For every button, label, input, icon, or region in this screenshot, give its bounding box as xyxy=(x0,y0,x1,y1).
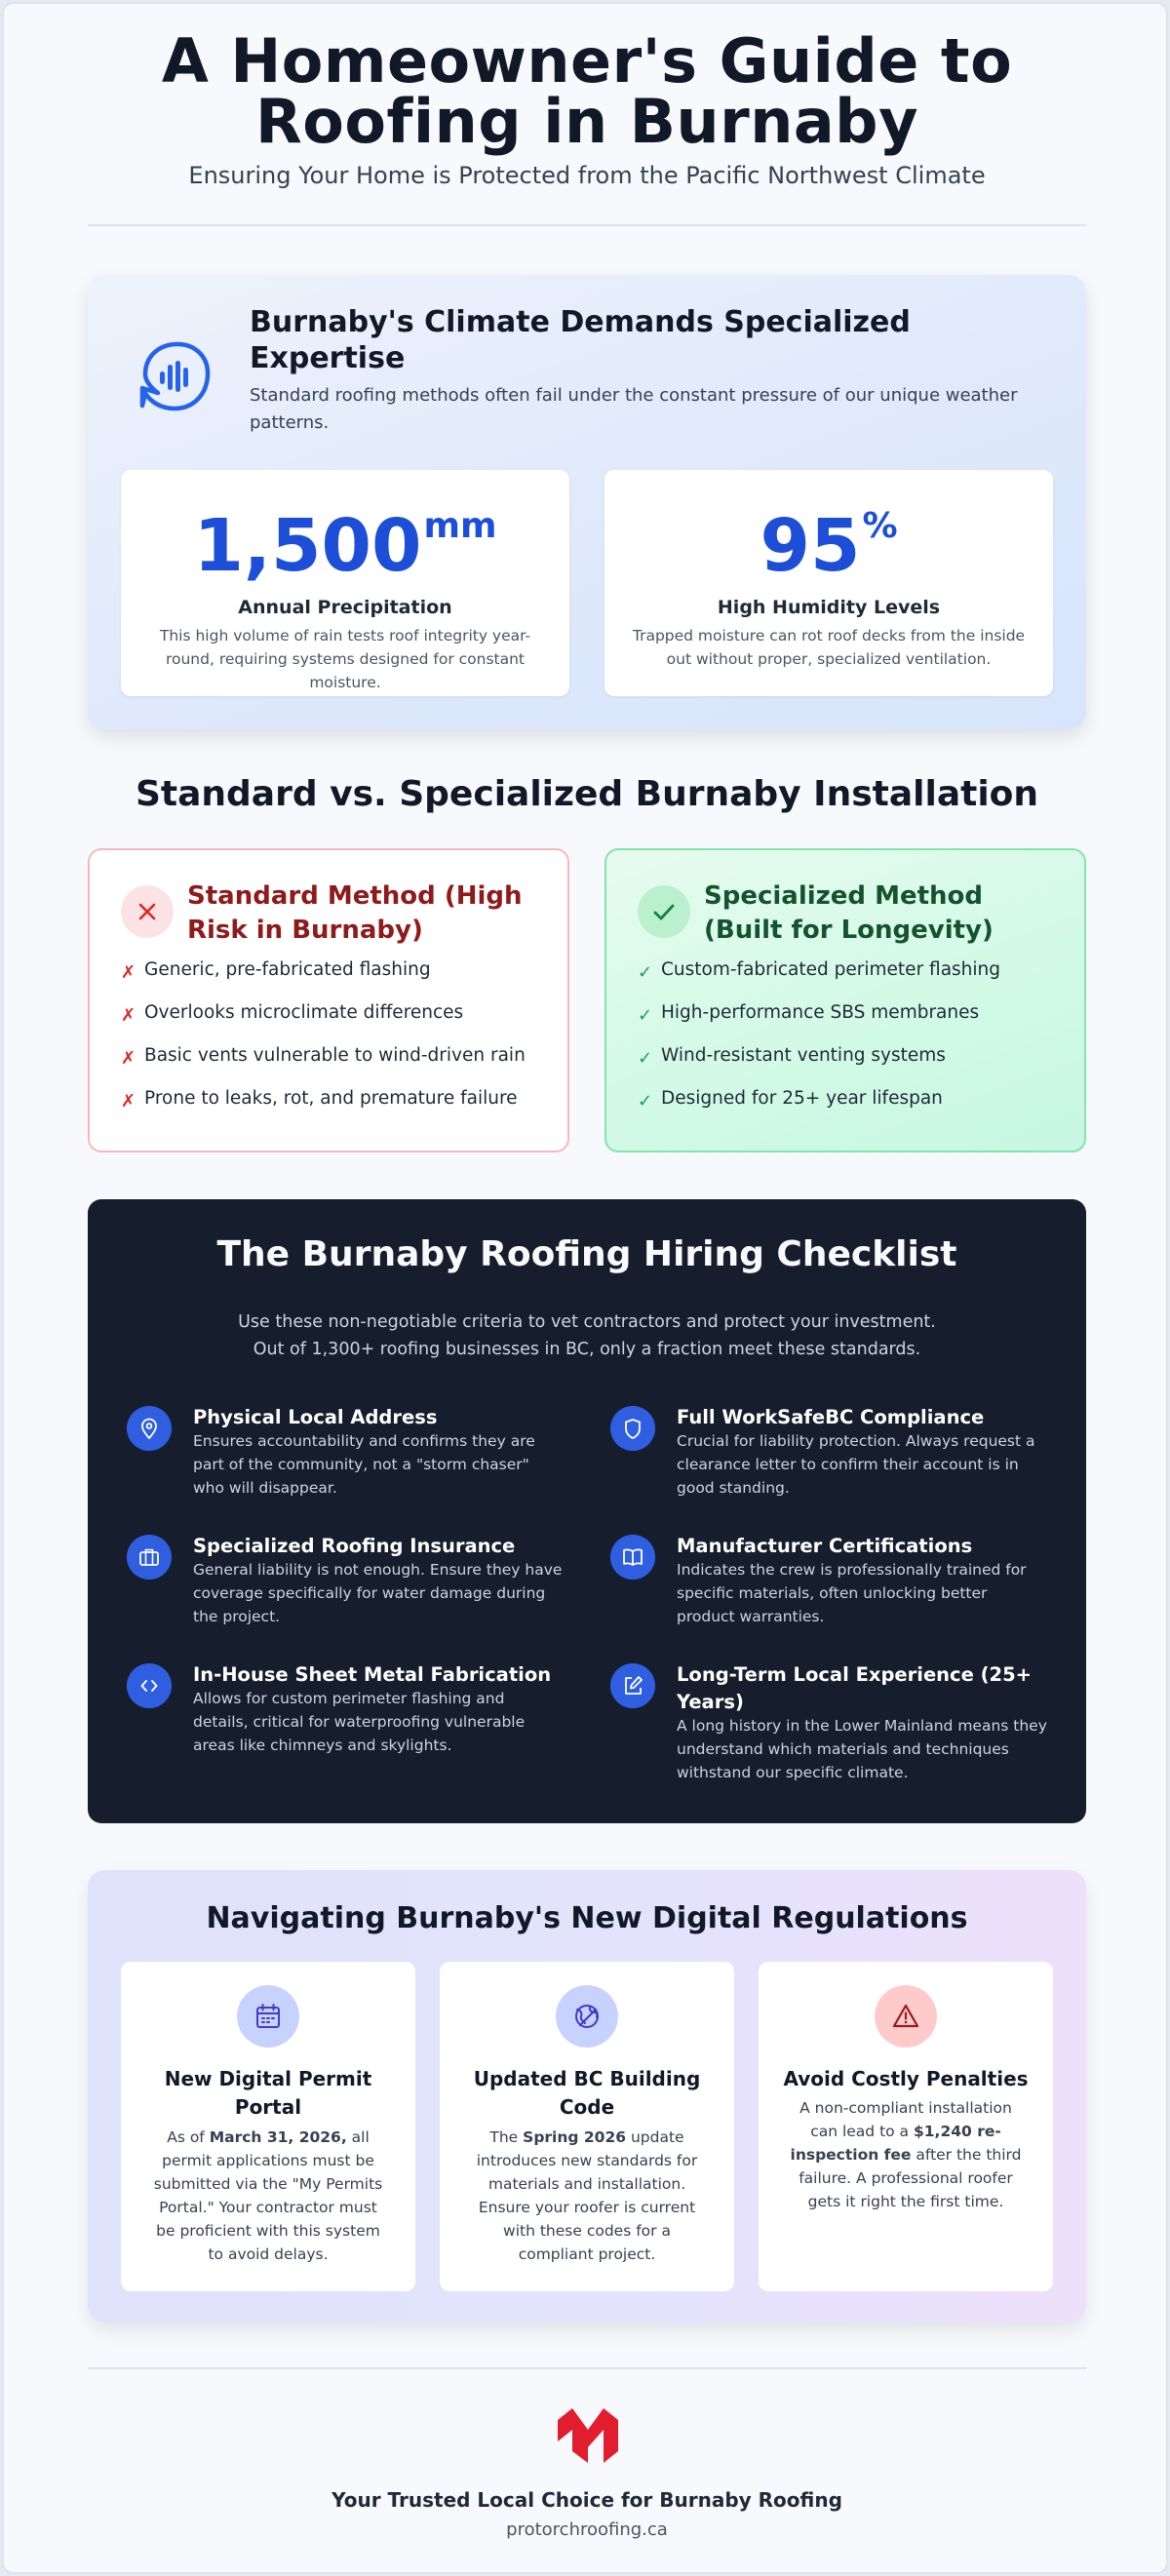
checklist-item-title: Manufacturer Certifications xyxy=(677,1535,973,1557)
checklist-item-description: A long history in the Lower Mainland means they understand which materials and techniques withstand our specific climate. xyxy=(677,1717,1047,1781)
checklist-item-title: Long-Term Local Experience (25+ Years) xyxy=(677,1663,1033,1713)
stat-value xyxy=(604,488,1053,588)
check-mark-icon: ✓ xyxy=(638,1048,653,1069)
climate-title: Burnaby's Climate Demands Specialized Expertise xyxy=(250,305,911,375)
stat-description: Trapped moisture can rot roof decks from the inside out without proper, specialized ventilation. xyxy=(632,627,1026,668)
list-item xyxy=(121,1088,550,1131)
footer-tagline: Your Trusted Local Choice for Burnaby Roofing xyxy=(332,2488,842,2512)
specialized-method-list xyxy=(638,959,1067,1131)
regulations-section xyxy=(88,1870,1086,2322)
description-text: The xyxy=(489,2128,524,2146)
checklist-intro-line-1: Use these non-negotiable criteria to vet contractors and protect your investment. xyxy=(238,1312,936,1332)
warning-icon xyxy=(875,1985,937,2048)
list-item-text: Generic, pre-fabricated flashing xyxy=(144,959,431,980)
description-highlight: $1,240 re-inspection fee xyxy=(790,2123,1001,2164)
regulation-card-title: Avoid Costly Penalties xyxy=(783,2067,1029,2090)
map-pin-icon xyxy=(127,1406,172,1451)
x-mark-icon: ✗ xyxy=(121,962,136,983)
list-item-text: Basic vents vulnerable to wind-driven rain xyxy=(144,1045,526,1066)
list-item xyxy=(121,1045,550,1088)
sound-wave-icon xyxy=(138,339,213,413)
stat-unit: mm xyxy=(423,506,497,546)
regulation-card-building-code xyxy=(440,1962,734,2291)
climate-section xyxy=(88,275,1086,729)
comparison-title: Standard vs. Specialized Burnaby Installation xyxy=(135,774,1039,814)
checklist-item-description: Ensures accountability and confirms they are part of the community, not a "storm chaser" who will disappear. xyxy=(193,1432,535,1497)
stat-label: High Humidity Levels xyxy=(717,597,941,618)
calendar-icon xyxy=(237,1985,299,2048)
company-logo xyxy=(556,2402,620,2467)
check-mark-icon: ✓ xyxy=(638,1005,653,1026)
list-item-text: Overlooks microclimate differences xyxy=(144,1002,464,1023)
checklist-item-description: Crucial for liability protection. Always request a clearance letter to confirm their account is in good standing. xyxy=(677,1432,1035,1497)
description-text: after the third failure. A professional roofer gets it right the first time. xyxy=(799,2146,1022,2210)
regulation-card-permit-portal xyxy=(121,1962,415,2291)
list-item-text: High-performance SBS membranes xyxy=(661,1002,980,1023)
stat-label: Annual Precipitation xyxy=(238,597,452,618)
footer-divider xyxy=(88,2367,1086,2369)
edit-icon xyxy=(610,1663,655,1708)
code-icon xyxy=(127,1663,172,1708)
list-item xyxy=(121,1002,550,1045)
checklist-item-description: General liability is not enough. Ensure they have coverage specifically for water damage during the project. xyxy=(193,1561,563,1625)
x-mark-icon: ✗ xyxy=(121,1005,136,1026)
stat-unit: % xyxy=(862,506,898,546)
climate-description: Standard roofing methods often fail under the constant pressure of our unique weather patterns. xyxy=(250,385,1018,433)
x-mark-icon: ✗ xyxy=(121,1091,136,1112)
regulation-card-description xyxy=(786,2096,1026,2213)
standard-method-list xyxy=(121,959,550,1131)
check-mark-icon: ✓ xyxy=(638,962,653,983)
page-title xyxy=(4,25,1170,157)
list-item xyxy=(638,1088,1067,1131)
regulation-card-description xyxy=(467,2126,707,2266)
checklist-item-title: Full WorkSafeBC Compliance xyxy=(677,1406,985,1428)
description-highlight: March 31, 2026, xyxy=(209,2128,347,2146)
regulation-card-title: Updated BC Building Code xyxy=(473,2067,701,2119)
description-text: A non-compliant installation can lead to a xyxy=(800,2099,1012,2140)
checklist-item-title: In-House Sheet Metal Fabrication xyxy=(193,1663,552,1686)
divider xyxy=(88,224,1086,226)
globe-icon xyxy=(556,1985,618,2048)
stat-value xyxy=(121,488,569,588)
x-icon xyxy=(121,885,174,938)
page-subtitle: Ensuring Your Home is Protected from the Pacific Northwest Climate xyxy=(188,162,986,189)
page-title-line-2: Roofing in Burnaby xyxy=(255,86,918,157)
list-item xyxy=(121,959,550,1002)
stat-number: 1,500 xyxy=(193,504,422,588)
hiring-checklist-section xyxy=(88,1199,1086,1823)
checklist-item-title: Physical Local Address xyxy=(193,1406,438,1428)
description-text: update introduces new standards for materials and installation. Ensure your roofer is current with these codes for a compliant project. xyxy=(476,2128,698,2263)
checklist-item-description: Allows for custom perimeter flashing and details, critical for waterproofing vulnerable areas like chimneys and skylights. xyxy=(193,1690,526,1754)
check-mark-icon: ✓ xyxy=(638,1091,653,1112)
specialized-method-card xyxy=(604,848,1086,1152)
checklist-item-description: Indicates the crew is professionally trained for specific materials, often unlocking better product warranties. xyxy=(677,1561,1027,1625)
stat-card-humidity xyxy=(604,470,1053,696)
regulation-card-penalties xyxy=(759,1962,1053,2291)
list-item-text: Wind-resistant venting systems xyxy=(661,1045,946,1066)
specialized-method-title: Specialized Method (Built for Longevity) xyxy=(704,881,994,945)
standard-method-card xyxy=(88,848,569,1152)
regulation-card-description xyxy=(148,2126,388,2266)
footer-website-link[interactable]: protorchroofing.ca xyxy=(506,2519,668,2540)
description-highlight: Spring 2026 xyxy=(523,2128,627,2146)
list-item xyxy=(638,1002,1067,1045)
book-icon xyxy=(610,1535,655,1580)
list-item-text: Custom-fabricated perimeter flashing xyxy=(661,959,1001,980)
briefcase-icon xyxy=(127,1535,172,1580)
page-header xyxy=(4,25,1170,189)
list-item-text: Prone to leaks, rot, and premature failure xyxy=(144,1088,518,1109)
checklist-intro-line-2: Out of 1,300+ roofing businesses in BC, only a fraction meet these standards. xyxy=(253,1340,921,1359)
checklist-title: The Burnaby Roofing Hiring Checklist xyxy=(216,1234,957,1274)
stat-description: This high volume of rain tests roof integrity year-round, requiring systems designed for constant moisture. xyxy=(159,627,531,691)
list-item xyxy=(638,959,1067,1002)
description-text: all permit applications must be submitted via the "My Permits Portal." Your contractor must be proficient with this system to avoid delays. xyxy=(153,2128,383,2263)
checklist-item-title: Specialized Roofing Insurance xyxy=(193,1535,516,1557)
stat-number: 95 xyxy=(760,504,861,588)
standard-method-title: Standard Method (High Risk in Burnaby) xyxy=(187,881,523,945)
regulations-title: Navigating Burnaby's New Digital Regulations xyxy=(206,1901,968,1935)
x-mark-icon: ✗ xyxy=(121,1048,136,1069)
regulation-card-title: New Digital Permit Portal xyxy=(164,2067,372,2119)
shield-icon xyxy=(610,1406,655,1451)
list-item-text: Designed for 25+ year lifespan xyxy=(661,1088,943,1109)
page xyxy=(2,2,1168,2574)
page-title-line-1: A Homeowner's Guide to xyxy=(161,25,1013,97)
list-item xyxy=(638,1045,1067,1088)
check-icon xyxy=(638,885,690,938)
checklist-intro xyxy=(88,1308,1086,1363)
description-text: As of xyxy=(167,2128,210,2146)
stat-card-precipitation xyxy=(121,470,569,696)
